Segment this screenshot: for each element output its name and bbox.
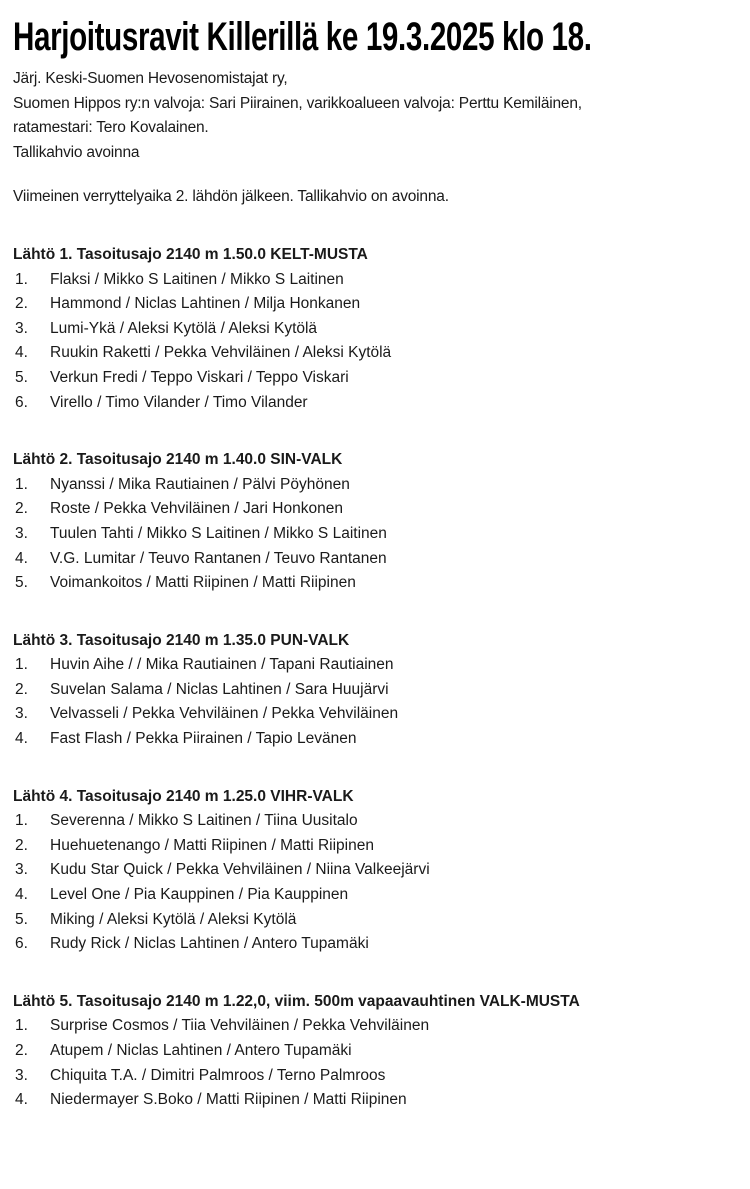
entry-row [13,883,740,908]
entry-number: 1. [15,475,28,493]
race-section-3 [13,629,740,752]
entry-text: Atupem / Niclas Lahtinen / Antero Tupamäki [50,1042,352,1059]
entry-number: 2. [15,500,28,518]
entry-text: Miking / Aleksi Kytölä / Aleksi Kytölä [50,910,297,928]
entry-number: 5. [15,910,28,928]
intro-paragraph [13,67,740,165]
entry-number: 5. [15,368,28,386]
entry-number: 4. [15,344,28,362]
entry-number: 3. [15,1066,28,1084]
entry-number: 2. [15,680,28,698]
entry-text: Chiquita T.A. / Dimitri Palmroos / Terno Palmroos [50,1066,386,1084]
entry-number: 4. [15,886,28,904]
entry-row [13,1088,740,1113]
entry-row [13,932,740,957]
page-title-text: Harjoitusravit Killerillä ke 19.3.2025 klo 18. [13,15,592,59]
entry-number: 3. [15,319,28,337]
race-entries [13,473,740,596]
entry-text: Suvelan Salama / Niclas Lahtinen / Sara Huujärvi [50,680,389,698]
entry-text: Flaksi / Mikko S Laitinen / Mikko S Laitinen [50,270,344,288]
entry-text: Huvin Aihe / / Mika Rautiainen / Tapani Rautiainen [50,656,394,674]
entry-text: Rudy Rick / Niclas Lahtinen / Antero Tupamäki [50,935,369,953]
race-heading: Lähtö 5. Tasoitusajo 2140 m 1.22,0, viim. 500m vapaavauhtinen VALK-MUSTA [13,992,580,1010]
entry-row [13,809,740,834]
entry-number: 6. [15,393,28,411]
entry-text: V.G. Lumitar / Teuvo Rantanen / Teuvo Rantanen [50,549,387,567]
race-entries [13,1014,740,1112]
entry-number: 1. [15,656,28,674]
intro-line-cafe: Tallikahvio avoinna [13,143,140,161]
entry-row [13,317,740,342]
entry-row [13,908,740,933]
intro-line-supervisors: Suomen Hippos ry:n valvoja: Sari Piirainen, varikkoalueen valvoja: Perttu Kemiläinen, [13,94,582,112]
entry-text: Virello / Timo Vilander / Timo Vilander [50,393,308,411]
entry-number: 1. [15,270,28,288]
entry-text: Surprise Cosmos / Tiia Vehviläinen / Pekka Vehviläinen [50,1017,430,1035]
page-title [13,14,740,60]
entry-text: Lumi-Ykä / Aleksi Kytölä / Aleksi Kytölä [50,319,318,337]
race-entries [13,268,740,416]
entry-number: 4. [15,730,28,748]
entry-row [13,1039,740,1064]
race-entries [13,809,740,957]
entry-number: 3. [15,524,28,542]
entry-text: Huehuetenango / Matti Riipinen / Matti Riipinen [50,836,374,854]
entry-row [13,702,740,727]
entry-row [13,292,740,317]
entry-row [13,571,740,596]
entry-row [13,341,740,366]
entry-number: 3. [15,705,28,723]
entry-number: 6. [15,935,28,953]
entry-number: 3. [15,861,28,879]
race-heading: Lähtö 4. Tasoitusajo 2140 m 1.25.0 VIHR-VALK [13,787,354,805]
race-heading: Lähtö 3. Tasoitusajo 2140 m 1.35.0 PUN-VALK [13,631,350,649]
entry-text: Roste / Pekka Vehviläinen / Jari Honkonen [50,500,343,518]
entry-row [13,497,740,522]
entry-row [13,1064,740,1089]
race-section-1 [13,243,740,415]
race-heading: Lähtö 1. Tasoitusajo 2140 m 1.50.0 KELT-MUSTA [13,245,368,263]
entry-number: 2. [15,1042,28,1059]
entry-row [13,522,740,547]
entry-row [13,391,740,416]
entry-number: 2. [15,295,28,313]
intro-line-organizer: Järj. Keski-Suomen Hevosenomistajat ry, [13,70,288,87]
entry-number: 4. [15,549,28,567]
entry-text: Verkun Fredi / Teppo Viskari / Teppo Viskari [50,368,349,386]
entry-text: Nyanssi / Mika Rautiainen / Pälvi Pöyhönen [50,475,350,493]
entry-text: Level One / Pia Kauppinen / Pia Kauppinen [50,886,349,904]
entry-row [13,547,740,572]
entry-text: Kudu Star Quick / Pekka Vehviläinen / Niina Valkeejärvi [50,861,430,879]
entry-row [13,653,740,678]
entry-row [13,834,740,859]
entry-row [13,678,740,703]
entry-text: Velvasseli / Pekka Vehviläinen / Pekka Vehviläinen [50,705,399,723]
entry-number: 2. [15,836,28,854]
entry-number: 5. [15,574,28,592]
entry-row [13,473,740,498]
entry-number: 1. [15,812,28,830]
entry-row [13,268,740,293]
entry-text: Fast Flash / Pekka Piirainen / Tapio Levänen [50,730,357,748]
race-section-2 [13,448,740,596]
warmup-note: Viimeinen verryttelyaika 2. lähdön jälkeen. Tallikahvio on avoinna. [13,188,449,206]
race-section-5 [13,990,740,1113]
entry-text: Ruukin Raketti / Pekka Vehviläinen / Aleksi Kytölä [50,344,392,362]
entry-number: 4. [15,1091,28,1109]
race-section-4 [13,785,740,957]
intro-line-trackmaster: ratamestari: Tero Kovalainen. [13,119,209,137]
race-entries [13,653,740,751]
entry-row [13,858,740,883]
race-heading: Lähtö 2. Tasoitusajo 2140 m 1.40.0 SIN-VALK [13,451,343,469]
entry-text: Tuulen Tahti / Mikko S Laitinen / Mikko S Laitinen [50,524,387,542]
entry-text: Voimankoitos / Matti Riipinen / Matti Riipinen [50,574,356,592]
entry-text: Severenna / Mikko S Laitinen / Tiina Uusitalo [50,812,358,830]
entry-row [13,727,740,752]
entry-row [13,366,740,391]
entry-text: Niedermayer S.Boko / Matti Riipinen / Matti Riipinen [50,1091,407,1109]
entry-row [13,1014,740,1039]
entry-text: Hammond / Niclas Lahtinen / Milja Honkanen [50,295,361,313]
entry-number: 1. [15,1017,28,1035]
